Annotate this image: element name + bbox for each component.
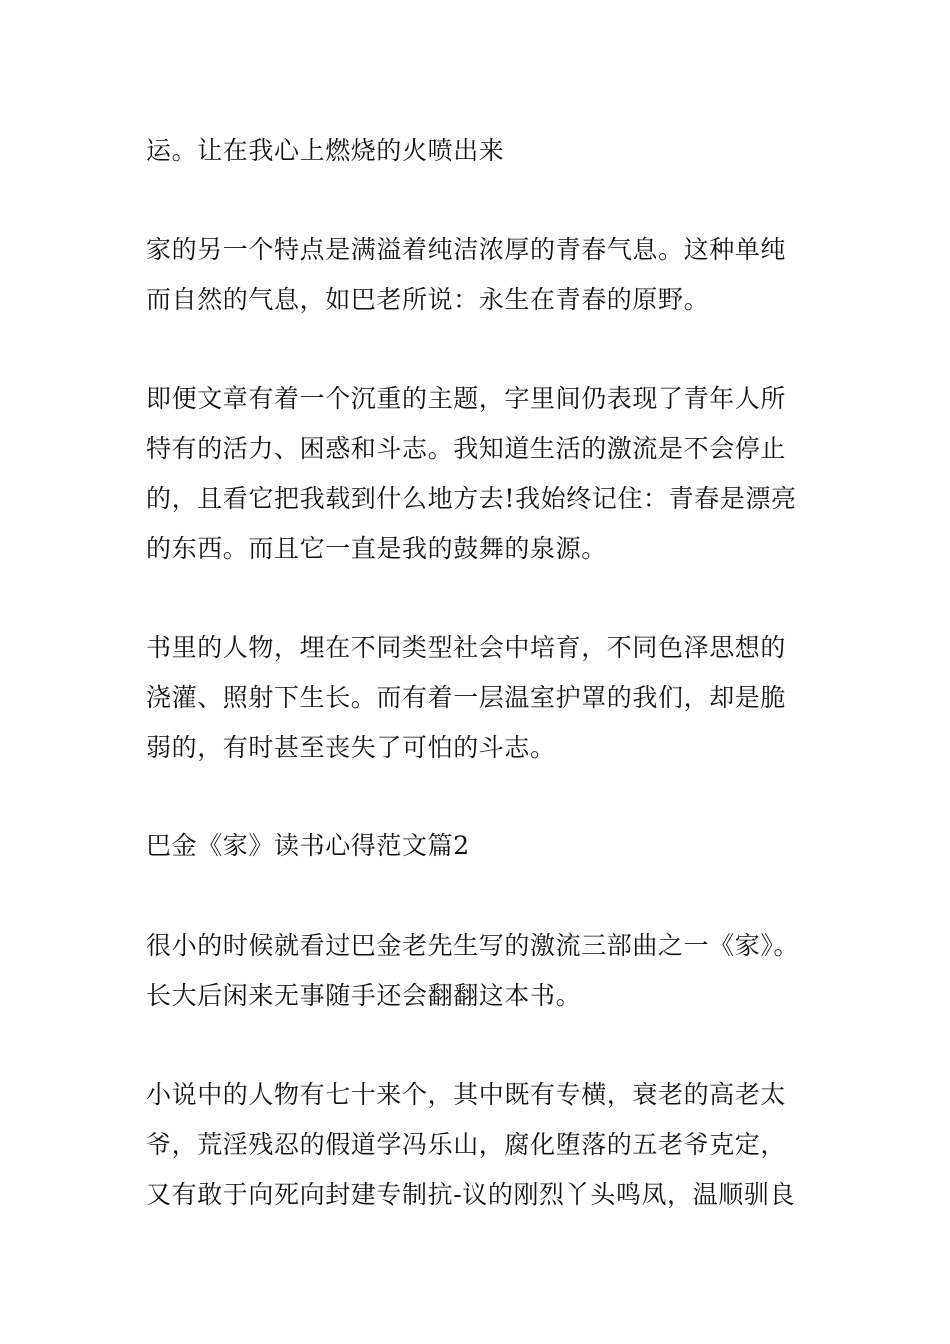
text-line: 爷，荒淫残忍的假道学冯乐山，腐化堕落的五老爷克定， (146, 1130, 787, 1159)
text-line: 即便文章有着一个沉重的主题，字里间仍表现了青年人所 (146, 384, 787, 413)
text-line: 的，且看它把我载到什么地方去!我始终记住：青春是漂亮 (146, 484, 797, 513)
text-line: 书里的人物，埋在不同类型社会中培育，不同色泽思想的 (146, 633, 787, 662)
text-line: 又有敢于向死向封建专制抗-议的刚烈丫头鸣凤，温顺驯良 (146, 1180, 796, 1209)
section-heading: 巴金《家》读书心得范文篇2 (146, 831, 470, 860)
text-line: 弱的，有时甚至丧失了可怕的斗志。 (146, 733, 556, 762)
text-line: 特有的活力、困惑和斗志。我知道生活的激流是不会停止 (146, 434, 787, 463)
text-line: 长大后闲来无事随手还会翻翻这本书。 (146, 981, 582, 1010)
text-line: 而自然的气息，如巴老所说：永生在青春的原野。 (146, 285, 710, 314)
text-line: 的东西。而且它一直是我的鼓舞的泉源。 (146, 534, 607, 563)
text-line: 浇灌、照射下生长。而有着一层温室护罩的我们，却是脆 (146, 683, 787, 712)
text-line: 小说中的人物有七十来个，其中既有专横，衰老的高老太 (146, 1080, 787, 1109)
text-line: 家的另一个特点是满溢着纯洁浓厚的青春气息。这种单纯 (146, 235, 787, 264)
text-line: 很小的时候就看过巴金老先生写的激流三部曲之一《家》。 (146, 931, 800, 960)
text-line: 运。让在我心上燃烧的火喷出来 (146, 136, 505, 165)
